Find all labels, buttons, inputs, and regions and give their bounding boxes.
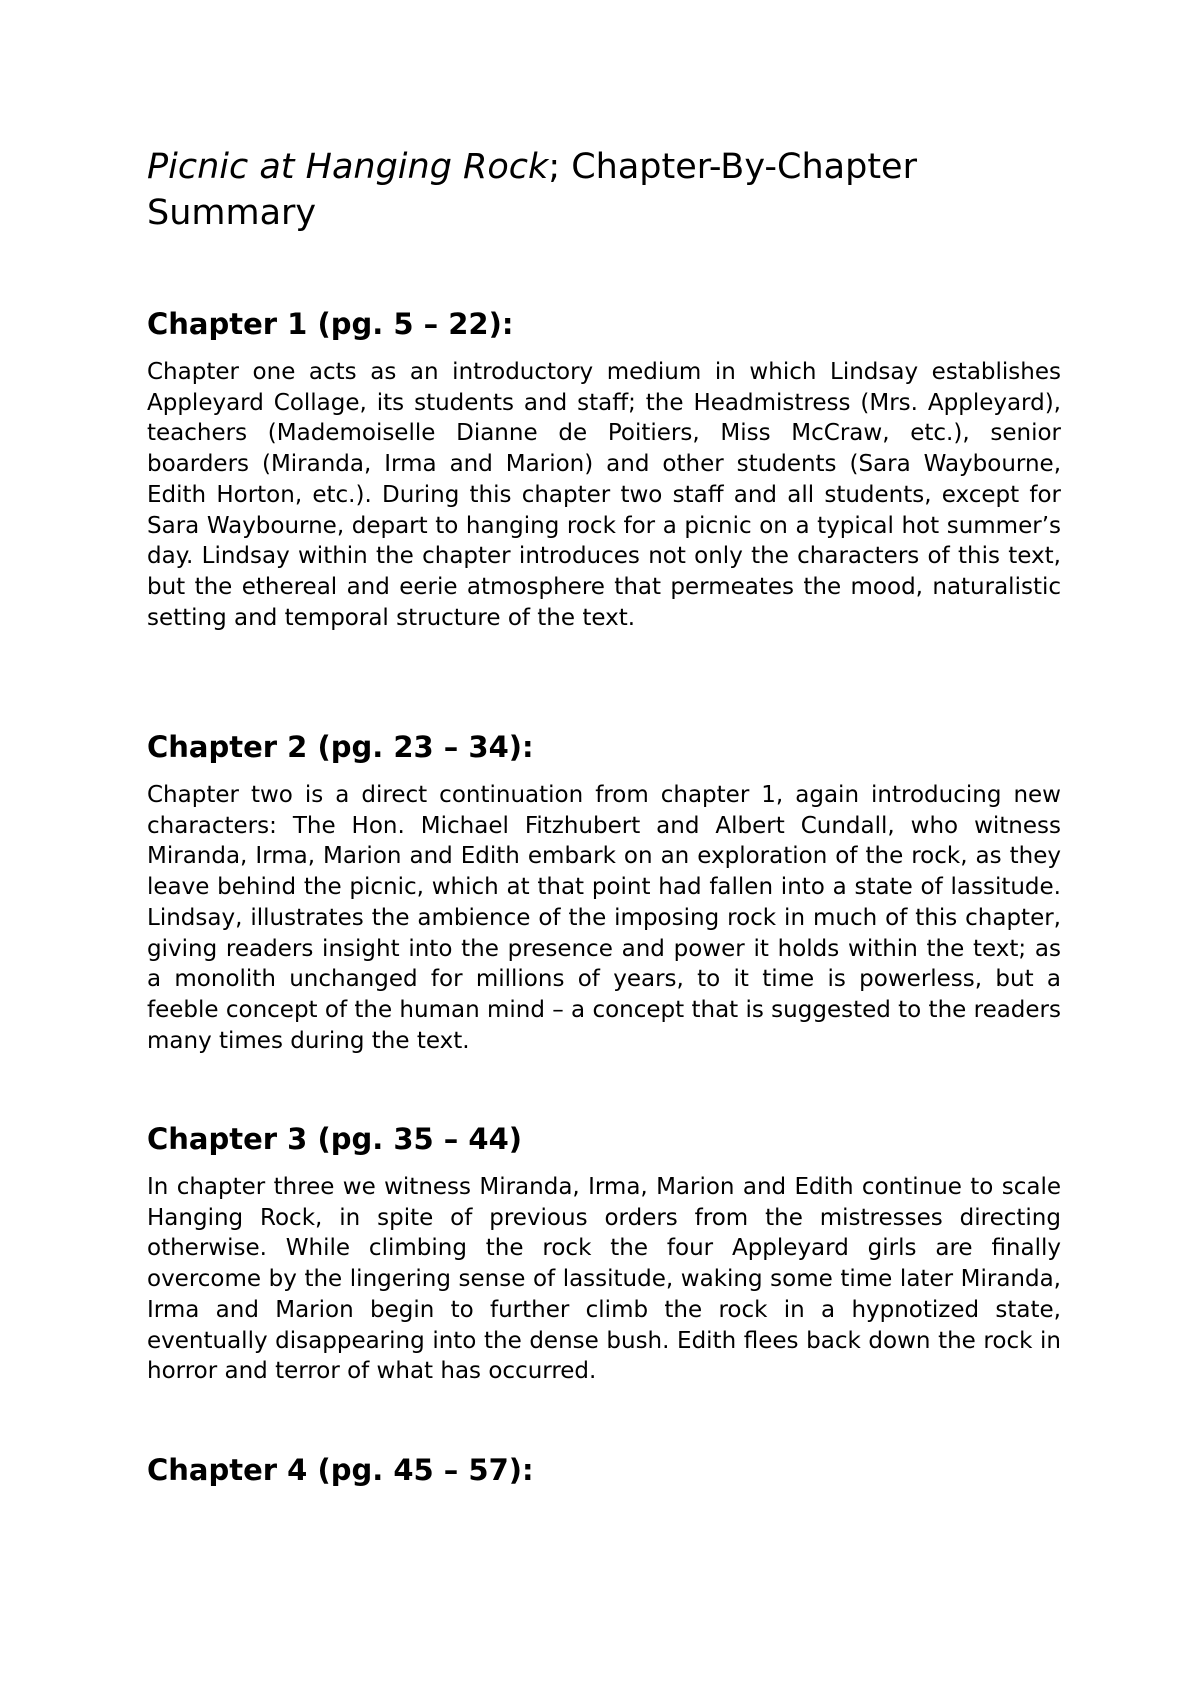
title-rest: ; Chapter-By-Chapter Summary (147, 147, 917, 233)
title-italic: Picnic at Hanging Rock (147, 147, 549, 187)
chapter-2-summary: Chapter two is a direct continuation from chapter 1, again introducing new characters: The Hon. Michael Fitzhubert and Albert Cundall, who witness Miranda, Irma, Marion and Edith embark on an exploration of the rock, as they leave behind the picnic, which at that point had fallen into a state of lassitude. Lindsay, illustrates the ambience of the imposing rock in much of this chapter, giving readers insight into the presence and power it holds within the text; as a monolith unchanged for millions of years, to it time is powerless, but a feeble concept of the human mind – a concept that is suggested to the readers many times during the text. (147, 782, 1061, 1054)
chapter-2-heading: Chapter 2 (pg. 23 – 34): (147, 730, 534, 764)
chapter-3-summary: In chapter three we witness Miranda, Irma, Marion and Edith continue to scale Hanging Rock, in spite of previous orders from the mistresses directing otherwise. While climbing the rock the four Appleyard girls are finally overcome by the lingering sense of lassitude, waking some time later Miranda, Irma and Marion begin to further climb the rock in a hypnotized state, eventually disappearing into the dense bush. Edith flees back down the rock in horror and terror of what has occurred. (147, 1174, 1061, 1385)
chapter-4-heading: Chapter 4 (pg. 45 – 57): (147, 1453, 534, 1487)
chapter-1-summary: Chapter one acts as an introductory medium in which Lindsay establishes Appleyard Collage, its students and staff; the Headmistress (Mrs. Appleyard), teachers (Mademoiselle Dianne de Poitiers, Miss McCraw, etc.), senior boarders (Miranda, Irma and Marion) and other students (Sara Waybourne, Edith Horton, etc.). During this chapter two staff and all students, except for Sara Waybourne, depart to hanging rock for a picnic on a typical hot summer’s day. Lindsay within the chapter introduces not only the characters of this text, but the ethereal and eerie atmosphere that permeates the mood, naturalistic setting and temporal structure of the text. (147, 359, 1061, 631)
chapter-3-heading: Chapter 3 (pg. 35 – 44) (147, 1122, 523, 1156)
document-title (147, 144, 1061, 236)
chapter-1-heading: Chapter 1 (pg. 5 – 22): (147, 307, 514, 341)
